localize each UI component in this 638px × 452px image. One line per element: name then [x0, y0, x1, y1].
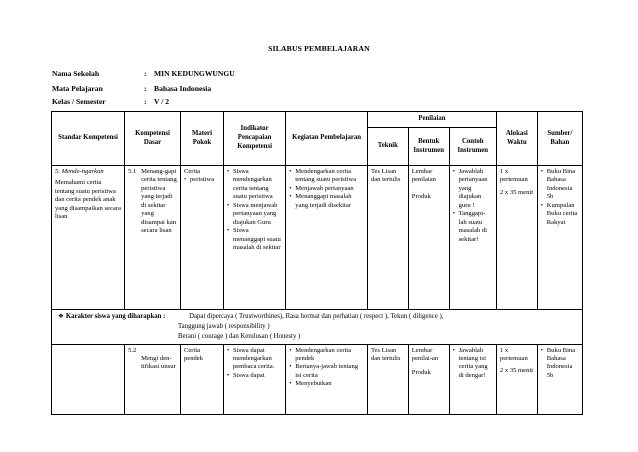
header-indikator: Indikator Pencapaian Kompetensi	[223, 112, 285, 166]
karakter-line-1: Dapat dipercaya ( Trustworthines), Rasa hormat dan perhatian ( respect ), Tekun ( diligence ),	[189, 313, 444, 320]
materi-text: Cerita	[183, 168, 201, 175]
cell-teknik: Tes Lisan dan tertulis	[367, 344, 408, 414]
alokasi-text: 1 x pertemuan	[499, 346, 528, 362]
bentuk-text-2: Produk	[411, 369, 431, 377]
cell-materi	[180, 166, 223, 310]
cell-materi: Cerita pendek	[180, 344, 223, 414]
kd-text: Mengi den-tifikasi unsur	[141, 354, 176, 371]
contoh-item: • Tanggapi-lah suatu masalah di sekitar!	[453, 210, 493, 244]
indikator-item: • Siswa mendengarkan cerita tentang suatu peristiwa	[227, 168, 282, 202]
kd-number: 5.1	[128, 168, 137, 175]
cell-kegiatan	[286, 344, 368, 414]
kegiatan-item: • Menjawab pertanyaan	[289, 185, 364, 193]
header-kegiatan: Kegiatan Pembelajaran	[286, 112, 368, 166]
sumber-item: • Buku Bina Bahasa Indonesia 5b	[541, 347, 579, 381]
alokasi-text-2: 2 x 35 menit	[499, 367, 534, 375]
meta-value: Bahasa Indonesia	[154, 84, 212, 93]
cell-alokasi	[496, 166, 537, 310]
cell-bentuk	[408, 166, 449, 310]
cell-kd	[125, 344, 181, 414]
header-standar: Standar Kompetensi	[52, 112, 125, 166]
header-kompetensi: Kompetensi Dasar	[125, 112, 181, 166]
cell-teknik: Tes Lisan dan tertulis	[367, 166, 408, 310]
header-materi: Materi Pokok	[180, 112, 223, 166]
cell-indikator	[223, 166, 285, 310]
sumber-item: • Buku Bina Bahasa Indonesia 5b	[541, 168, 579, 202]
header-bentuk: Bentuk Instrumen	[408, 128, 449, 166]
syllabus-table	[51, 111, 583, 415]
header-sumber: Sumber/ Bahan	[537, 112, 582, 166]
kegiatan-item: • Menanggapi masalah yang terjadi disekitar	[289, 193, 364, 210]
header-teknik: Teknik	[367, 128, 408, 166]
kegiatan-item: • Menyebutkan	[289, 380, 364, 388]
kegiatan-item: • Mendengarkan cerita pendek	[289, 347, 364, 364]
kegiatan-item: • Mendengarkan cerita tentang suatu peristiwa	[289, 168, 364, 185]
bentuk-text: Lembar penilaian	[411, 168, 436, 184]
cell-standar	[52, 344, 125, 414]
alokasi-text-2: 2 x 35 menit	[499, 188, 534, 196]
header-alokasi: Alokasi Waktu	[496, 112, 537, 166]
meta-subject: Mata Pelajaran : Bahasa Indonesia	[52, 84, 212, 93]
kegiatan-item: • Bertanya-jawab tentang isi cerita	[289, 363, 364, 380]
header-penilaian: Penilaian	[367, 112, 496, 128]
cell-alokasi	[496, 344, 537, 414]
table-row	[52, 344, 583, 414]
contoh-item: • Jawablah pertanyaan yang diajukan guru !	[453, 168, 493, 210]
diamond-bullet-icon: ❖	[58, 313, 64, 320]
indikator-item: • Siswa menjawab pertanyaan yang diajukan Guru	[227, 202, 282, 227]
alokasi-text: 1 x pertemuan	[499, 168, 528, 184]
meta-value: V / 2	[154, 97, 170, 106]
sumber-item: • Kumpulan Buku cerita Rakyat	[541, 202, 579, 227]
meta-label: Nama Sekolah	[52, 69, 100, 78]
indikator-item: • Siswa dapat	[227, 372, 282, 380]
meta-value: MIN KEDUNGWUNGU	[154, 69, 235, 78]
meta-label: Mata Pelajaran	[52, 84, 103, 93]
materi-item: • peristiwa	[184, 176, 220, 184]
cell-kd	[125, 166, 181, 310]
cell-indikator	[223, 344, 285, 414]
document-title: SILABUS PEMBELAJARAN	[268, 44, 370, 53]
karakter-cell	[52, 310, 583, 345]
cell-contoh	[449, 344, 496, 414]
header-contoh: Contoh Instrumen	[449, 128, 496, 166]
indikator-item: • Siswa menanggapi suatu masalah di sekitar	[227, 227, 282, 252]
cell-sumber	[537, 166, 582, 310]
standar-text: Memahami cerita tentang suatu peristiwa dan cerita pendek anak yang disampaikan secara lisan	[55, 179, 121, 221]
standar-number: 5. Mende-ngarkan	[55, 168, 104, 175]
cell-standar	[52, 166, 125, 310]
kd-text: Menang-gapi cerita tentang peristiwa yang terjadi di sekitar yang disampai kan secara lisan	[141, 168, 177, 235]
cell-bentuk	[408, 344, 449, 414]
cell-sumber	[537, 344, 582, 414]
kd-number: 5.2	[128, 346, 137, 354]
cell-kegiatan	[286, 166, 368, 310]
meta-class: Kelas / Semester : V / 2	[52, 97, 170, 106]
meta-label: Kelas / Semester	[52, 97, 106, 106]
meta-school: Nama Sekolah : MIN KEDUNGWUNGU	[52, 69, 235, 78]
table-row	[52, 166, 583, 310]
bentuk-text-2: Produk	[411, 192, 431, 200]
karakter-label: Karakter siswa yang diharapkan :	[65, 313, 166, 320]
bentuk-text: Lembar penilai-an	[411, 346, 439, 362]
indikator-item: • Siswa dapat mendengarkan pembaca cerita.	[227, 347, 282, 372]
karakter-line-2: Tanggung jawab ( responsibility )	[178, 322, 270, 330]
karakter-row	[52, 310, 583, 345]
cell-contoh	[449, 166, 496, 310]
contoh-item: • Jawablah tentang isi cerita yang di dengar!	[453, 347, 493, 381]
karakter-line-3: Berani ( courage ) dan Ketulusan ( Honesty )	[178, 332, 301, 340]
